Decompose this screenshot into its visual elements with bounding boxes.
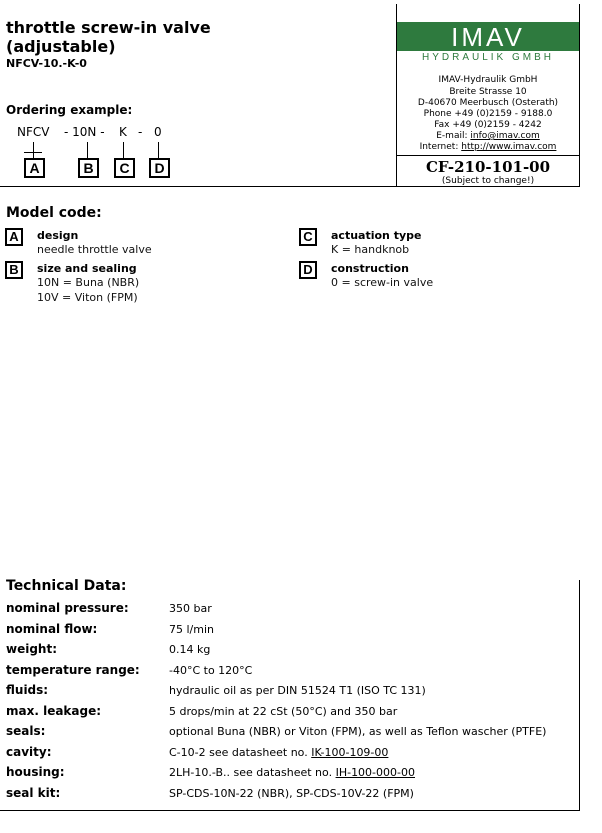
model-letter-c: C <box>299 228 317 246</box>
ordering-label: Ordering example: <box>6 103 133 117</box>
td-label-cavity: cavity: <box>6 745 52 759</box>
td-value-seal-kit: SP-CDS-10N-22 (NBR), SP-CDS-10V-22 (FPM) <box>169 787 414 800</box>
internet-label: Internet: <box>419 142 459 152</box>
imav-logo: IMAV <box>397 22 579 51</box>
model-line-a1: needle throttle valve <box>37 243 152 256</box>
footer-right-border <box>579 580 580 811</box>
company-fax: Fax +49 (0)2159 - 4242 <box>434 120 542 130</box>
ordering-letter-c: C <box>114 158 135 178</box>
td-label-seal-kit: seal kit: <box>6 786 61 800</box>
ordering-tick-a <box>33 142 34 158</box>
td-label-weight: weight: <box>6 642 58 656</box>
part-number: NFCV-10.-K-0 <box>6 57 87 70</box>
td-value-leakage: 5 drops/min at 22 cSt (50°C) and 350 bar <box>169 705 398 718</box>
imav-logo-sub: HYDRAULIK GMBH <box>421 52 554 63</box>
td-value-cavity <box>169 746 388 759</box>
housing-datasheet-link[interactable]: IH-100-000-00 <box>335 766 415 779</box>
header-right-border <box>579 4 580 186</box>
td-label-fluids: fluids: <box>6 683 49 697</box>
document-number: CF-210-101-00 <box>425 158 551 176</box>
model-line-d1: 0 = screw-in valve <box>331 276 434 289</box>
model-heading-c: actuation type <box>331 229 422 242</box>
model-line-b1: 10N = Buna (NBR) <box>37 276 140 289</box>
td-label-leakage: max. leakage: <box>6 704 102 718</box>
header-bottom-rule <box>0 186 580 187</box>
docno-top-rule <box>396 155 580 156</box>
product-title-line2: (adjustable) <box>6 37 116 56</box>
ordering-tick-b <box>87 142 88 158</box>
technical-title: Technical Data: <box>6 578 127 594</box>
model-code-title: Model code: <box>6 205 102 221</box>
model-heading-a: design <box>37 229 79 242</box>
ordering-sep: - <box>138 125 143 139</box>
email-link[interactable]: info@imav.com <box>470 131 540 141</box>
company-phone: Phone +49 (0)2159 - 9188.0 <box>423 109 553 119</box>
company-internet-row <box>397 142 579 153</box>
model-letter-d: D <box>299 261 317 279</box>
cavity-datasheet-link[interactable]: IK-100-109-00 <box>311 746 389 759</box>
ordering-part-d: 0 <box>154 125 162 139</box>
td-value-pressure: 350 bar <box>169 602 212 615</box>
product-title-line1: throttle screw-in valve <box>6 18 211 37</box>
subject-note: (Subject to change!) <box>441 176 535 186</box>
td-value-flow: 75 l/min <box>169 623 214 636</box>
ordering-letter-b: B <box>78 158 99 178</box>
model-line-b2: 10V = Viton (FPM) <box>37 291 138 304</box>
ordering-letter-a: A <box>24 158 45 178</box>
ordering-tick-c <box>123 142 124 158</box>
company-email-row <box>397 131 579 142</box>
td-value-housing <box>169 766 415 779</box>
ordering-part-a: NFCV <box>17 125 50 139</box>
email-label: E-mail: <box>436 131 468 141</box>
ordering-letter-d: D <box>149 158 170 178</box>
td-value-temperature: -40°C to 120°C <box>169 664 253 677</box>
company-street: Breite Strasse 10 <box>449 87 527 97</box>
td-value-weight: 0.14 kg <box>169 643 211 656</box>
cavity-prefix: C-10-2 see datasheet no. <box>169 746 312 759</box>
model-heading-b: size and sealing <box>37 262 137 275</box>
footer-rule <box>0 810 580 811</box>
ordering-tick-d <box>158 142 159 158</box>
td-label-pressure: nominal pressure: <box>6 601 129 615</box>
td-label-flow: nominal flow: <box>6 622 98 636</box>
td-value-seals: optional Buna (NBR) or Viton (FPM), as well as Teflon wascher (PTFE) <box>169 725 547 738</box>
td-value-fluids: hydraulic oil as per DIN 51524 T1 (ISO TC 131) <box>169 684 426 697</box>
housing-prefix: 2LH-10.-B.. see datasheet no. <box>169 766 336 779</box>
td-label-seals: seals: <box>6 724 46 738</box>
model-letter-a: A <box>5 228 23 246</box>
internet-link[interactable]: http://www.imav.com <box>461 142 557 152</box>
model-letter-b: B <box>5 261 23 279</box>
ordering-part-b: - 10N - <box>64 125 105 139</box>
company-city: D-40670 Meerbusch (Osterath) <box>417 98 559 108</box>
ordering-part-c: K <box>119 125 127 139</box>
td-label-housing: housing: <box>6 765 65 779</box>
model-heading-d: construction <box>331 262 409 275</box>
company-name: IMAV-Hydraulik GmbH <box>438 75 538 85</box>
model-line-c1: K = handknob <box>331 243 410 256</box>
td-label-temperature: temperature range: <box>6 663 140 677</box>
